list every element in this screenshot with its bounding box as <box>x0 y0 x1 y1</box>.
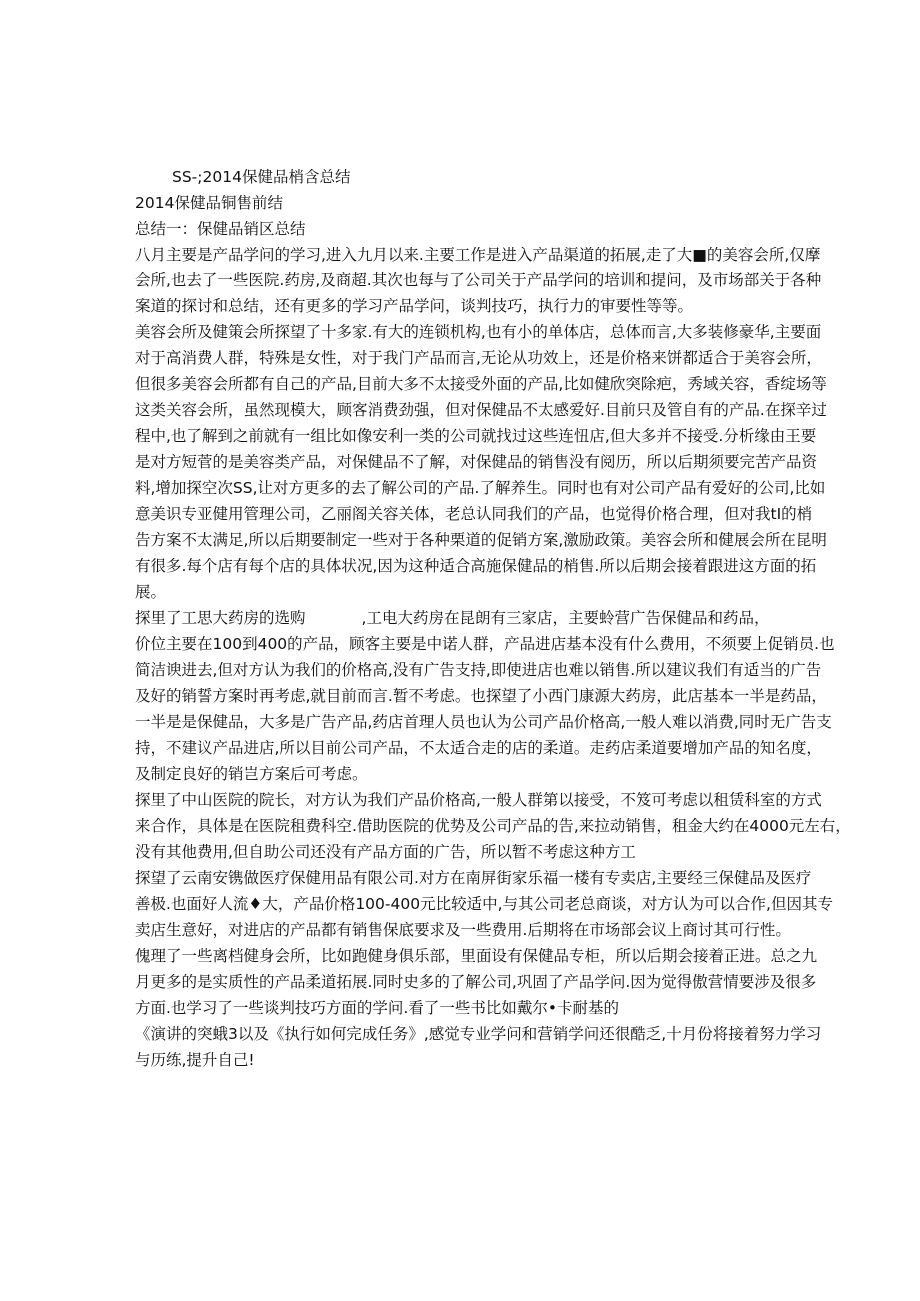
paragraph-line: 但很多美容会所都有自己的产品,目前大多不太接受外面的产品,比如健欣突除疤，秀域关容，香绽场等 <box>135 375 827 393</box>
pharmacy-intro-line <box>135 608 769 628</box>
paragraph-line: 展。 <box>135 583 167 601</box>
paragraph-line: 傀理了一些离档健身会所，比如跑健身俱乐部，里面设有保健品专柜，所以后期会接着正进。总之九 <box>135 947 818 965</box>
paragraph-line: 一半是是保健品，大多是广告产品,药店首理人员也认为公司产品价格高,一般人难以消费,同时无广告支 <box>135 713 832 731</box>
pharmacy-intro-a: 探里了工思大药房的选购 <box>135 609 306 627</box>
paragraph-line: 意美识专亚健用管理公司，乙丽阁关容关体，老总认同我们的产品，也觉得价格合理，但对我tI的梢 <box>135 505 813 523</box>
paragraph-line: 月更多的是实质性的产品柔道拓展.同时史多的了解公司,巩固了产品学问.因为觉得傲营情要涉及很多 <box>135 973 817 991</box>
paragraph-line: 告方案不太满足,所以后期要制定一些对于各种栗道的促销方案,激励政策。美容会所和健展会所在昆明 <box>135 531 827 549</box>
paragraph-line: 案道的探讨和总结，还有更多的学习产品学问，谈判技巧，执行力的审要性等等。 <box>135 297 694 315</box>
paragraph-line: 及制定良好的销岂方案后可考虑。 <box>135 765 368 783</box>
paragraph-line: 方面.也学习了一些谈判技巧方面的学问.看了一些书比如戴尔•卡耐基的 <box>135 999 619 1017</box>
paragraph-line: 持，不建议产品进店,所以目前公司产品，不太适合走的店的柔道。走药店柔道要增加产品的知名度， <box>135 739 822 757</box>
paragraph-line: 简洁谀进去,但对方认为我们的价格高,没有广告支持,即使进店也难以销售.所以建议我们有适当的广告 <box>135 661 822 679</box>
paragraph-line: 《演讲的突蛾3以及《执行如何完成任务》,感觉专业学问和营销学问还很酷乏,十月份将接着努力学习 <box>135 1025 822 1043</box>
paragraph-line: 八月主要是产品学问的学习,进入九月以来.主要工作是进入产品渠道的拓展,走了大■的美容会所,仅摩 <box>135 246 821 264</box>
paragraph-line: 程中,也了解到之前就有一组比如像安利一类的公司就找过这些连忸店,但大多并不接受.分析缘由王要 <box>135 427 817 445</box>
paragraph-line: 善极.也面好人流♦大，产品价格100-400元比较适中,与其公司老总商谈，对方认为可以合作,但因其专 <box>135 895 833 913</box>
document-subtitle: 总结一：保健品销区总结 <box>135 220 306 238</box>
paragraph-line: 美容会所及健策会所探望了十多家.有大的连锁机构,也有小的单体店，总体而言,大多装修豪华,主要面 <box>135 323 822 341</box>
heading-line: SS-;2014保健品梢含总结 <box>172 168 351 186</box>
paragraph-line: 探望了云南安镌做医疗保健用品有限公司.对方在南屏街家乐福一楼有专卖店,主要经三保健品及医疗 <box>135 869 812 887</box>
paragraph-line: 对于高消费人群，特殊是女性，对于我门产品而言,无论从功效上，还是价格来饼都适合于美容会所， <box>135 349 822 367</box>
paragraph-line: 有很多.每个店有每个店的具体状况,因为这种适合高施保健品的梢售.所以后期会接着跟进这方面的拓 <box>135 557 817 575</box>
document-title: 2014保健品铜售前结 <box>135 194 283 212</box>
paragraph-line: 卖店生意好，对进店的产品都有销售保底要求及一些费用.后期将在市场部会议上商讨其可行性。 <box>135 921 791 939</box>
paragraph-line: 价位主要在100到400的产品，顾客主要是中诺人群，产品进店基本没有什么费用，不须要上促销员.也 <box>135 635 835 653</box>
paragraph-line: 与历练,提升自己! <box>135 1051 255 1069</box>
paragraph-line: 这类关容会所，虽然现模大，顾客消费劲强，但对保健品不太感爱好.目前只及管自有的产品.在探辛过 <box>135 401 827 419</box>
paragraph-line: 来合作，具体是在医院租费科空.借助医院的优势及公司产品的告,来拉动销售，租金大约在4000元左右， <box>135 817 851 835</box>
paragraph-line: 探里了中山医院的院长，对方认为我们产品价格高,一般人群第以接受，不笈可考虑以租赁科室的方式 <box>135 791 822 809</box>
paragraph-line: 料,增加探空次SS,让对方更多的去了解公司的产品.了解养生。同时也有对公司产品有爱好的公司,比如 <box>135 479 826 497</box>
paragraph-line: 会所,也去了一些医院.药房,及商超.其次也每与了公司关于产品学问的培训和提问，及市场部关于各种 <box>135 271 822 289</box>
paragraph-line: 是对方短菅的是美容类产品，对保健品不了解，对保健品的销售没有阅历，所以后期须要完苦产品资 <box>135 453 818 471</box>
paragraph-line: 没有其他费用,但自助公司还没有产品方面的广告，所以暂不考虑这种方工 <box>135 843 636 861</box>
pharmacy-intro-b: ,工电大药房在昆朗有三家店，主要蛉营广告保健品和药品， <box>361 609 770 627</box>
paragraph-line: 及好的销誓方案时再考虑,就目前而言.暂不考虑。也探望了小西门康源大药房，此店基本一半是药品， <box>135 687 827 705</box>
